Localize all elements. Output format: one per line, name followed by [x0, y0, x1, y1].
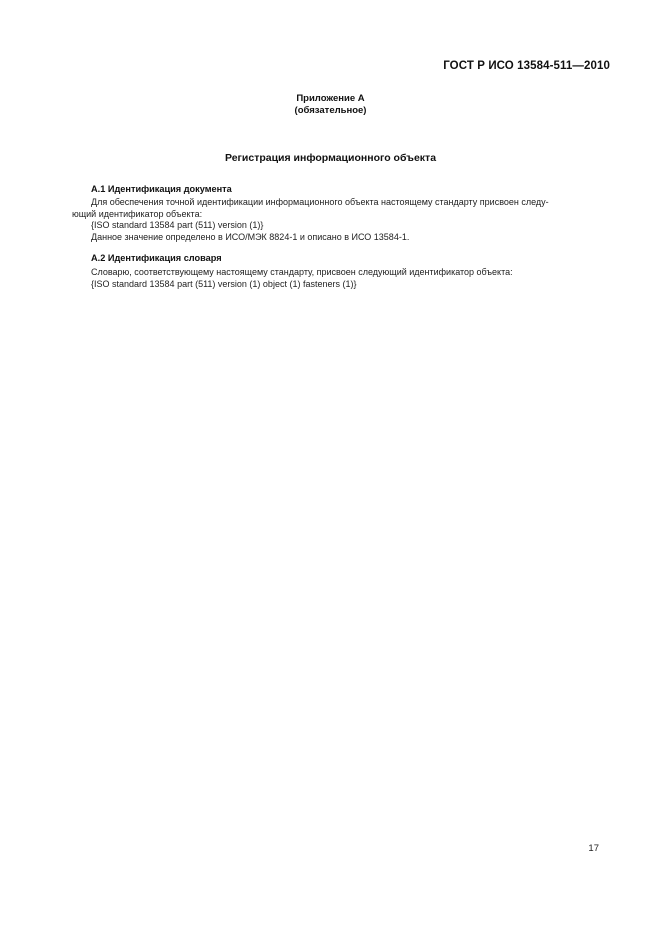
- subsection-a1-heading: [91, 184, 611, 196]
- annex-title: Приложение А: [296, 93, 365, 104]
- paragraph-line: Данное значение определено в ИСО/МЭК 8824-1 и описано в ИСО 13584-1.: [91, 231, 410, 242]
- page-number: 17: [588, 843, 599, 854]
- paragraph-line: Словарю, соответствующему настоящему стандарту, присвоен следующий идентификатор объекта:: [91, 267, 513, 277]
- standard-code-header: ГОСТ Р ИСО 13584-511—2010: [443, 60, 610, 72]
- subsection-heading: А.2 Идентификация словаря: [91, 253, 222, 263]
- object-identifier: {ISO standard 13584 part (511) version (1)}: [91, 220, 264, 230]
- annex-status: (обязательное): [294, 105, 367, 116]
- object-identifier: {ISO standard 13584 part (511) version (1) object (1) fasteners (1)}: [91, 278, 357, 289]
- subsection-a1-body: [72, 197, 611, 243]
- paragraph-line: Для обеспечения точной идентификации информационного объекта настоящему стандарту присвоен следу-: [91, 197, 549, 207]
- section-title: Регистрация информационного объекта: [224, 152, 437, 164]
- subsection-a2-body: [91, 267, 611, 290]
- subsection-heading: А.1 Идентификация документа: [91, 184, 232, 194]
- subsection-a2-heading: [91, 253, 611, 265]
- paragraph-line: ющий идентификатор объекта:: [72, 208, 203, 219]
